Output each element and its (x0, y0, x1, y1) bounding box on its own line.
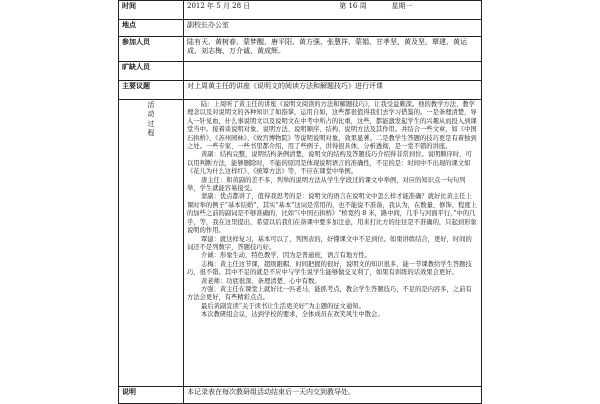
place-value: 副校长办公室 (184, 20, 482, 37)
time-label: 时间 (119, 1, 184, 20)
place-row (119, 20, 482, 37)
process-label (119, 100, 184, 387)
process-paragraph: 黄副：结构完整，说明结构条例清楚，说明文的结构及答题技巧介绍得非常到位。说明顺序时，可以用判断方法，能够删除时，不能的原因是体现说明语言的准确性，不足的是：时间中不出现的课文如《花儿为什么这样红》、《统筹方法》等，不应在课堂中举例。 (187, 151, 472, 176)
process-paragraph: 本次教研组会议，达到学校的要求，全体成员在欢笑风生中散会。 (201, 311, 384, 319)
note-value: 本记录表在每次教研组活动结束后一天内交到教导处。 (184, 387, 482, 404)
participants-value: 陆有天、黄树春、蒙梦醒、唐平阳、黄方强、张慧祥、蒙娟、甘孝坚、黄及坚、覃建、黄运成、刘志梅、万介诚、黄成辉。 (184, 37, 482, 62)
process-label-char: 活 (147, 101, 155, 109)
week-value: 第 16 周 (339, 2, 367, 10)
process-paragraph: 陆：上周听了黄主任的讲座《说明文阅读的方法和解题技巧》，让我受益颇深。他的教学方法、教学理念以及对说明文的各种知识了如指掌，运用自如，这些都很值得我们去学习借鉴的。一是条理清楚，导入一针见血，什么事说明文以及说明文在中考中所占的比重，这些，都能激发起学生的兴趣从而投入到课堂当中。接着谈说明对象、说明方法、说明顺序、结构、说明方法及其作用。并结合一些文章，如《中国石拱桥》、《苏州园林》、《故宫博物院》等说明说明对象，效果显著。二是教学生答题的技巧更是有着独到之处。一些专家、一些书里都介绍，用了些例子，讲得很具体，分析透彻，是一堂不错的讲座。 (187, 101, 477, 151)
time-cell (184, 1, 482, 20)
process-paragraph: 覃建：就这样复习，基本可以了，列图表的，好懂课文中不足到位。如果讲练结合，更好，时间的词还不是列数字，答题技巧好。 (187, 235, 472, 251)
note-label: 说明 (119, 387, 184, 404)
absent-label: 旷缺人员 (119, 62, 184, 81)
process-paragraph: 唐主任：和黄副的差不多，列举的说明方法从学生学段过的课文中举例，对应的知识点一句句列举，学生就能容易接受。 (187, 176, 466, 193)
participants-row (119, 37, 482, 62)
topic-label: 主要议题 (119, 81, 184, 100)
process-content (184, 100, 482, 387)
topic-value: 对上周黄主任的讲座《说明文的阅读方法和解题技巧》进行评课 (184, 81, 482, 100)
topic-row (119, 81, 482, 100)
process-paragraph: 黄老师：功底很深、条理清楚、心中有数。 (201, 277, 321, 285)
meeting-record-table (118, 0, 482, 404)
time-value: 2012 年 5 月 28 日 (187, 2, 251, 10)
process-label-char: 程 (147, 129, 155, 138)
meeting-record-sheet (118, 0, 482, 400)
note-row (119, 387, 482, 404)
process-paragraph: 志梅：黄主任这节课，超级跟帽、时间把握的很好，说明文的知识很多，能一节课教给学生答题技巧，很不错。其中不足的就是不应中与学生说学生能够做交叉利了，如果有训练的话效果会更好。 (187, 260, 472, 277)
weekday-value: 星期一 (391, 2, 413, 10)
process-label-char: 动 (147, 110, 155, 119)
time-row (119, 1, 482, 20)
place-label: 地点 (119, 20, 184, 37)
process-paragraph: 方强：黄主任在课堂上就好比一匹老马，能抓考点，教会学生答题技巧，不足的是内容多，之前有方法会更好，有些精彩点点。 (187, 285, 472, 302)
absent-row (119, 62, 482, 81)
process-row (119, 100, 482, 387)
process-paragraph: 最后黄副宣读“关于读书让生活更美好”为主题的征文通知。 (201, 302, 365, 310)
participants-label: 参加人员 (119, 37, 184, 62)
process-paragraph: 蒙副：优点都讲了，值得我思考的是：说明文的语言在说明文中怎么样才能准确？就好比黄主任上课时举的例子“基本结婚”，其实“基本”这词是常用的，也不能说不准备，我认为，在数量、修饰、程度上的加些之前的副词是不够准确的，比如“《中国石拱桥》“桥宽约 8 米，路中间，几乎与河面平行，”中的几乎，等，我在这里提出，希望以后我们在备课中要多加注意，用来打比方的往往是不准确的，只起到形象说明的作用。 (187, 193, 477, 235)
process-paragraph: 介诚：形象生动，特色教学，因为是普通班，语言有地方性。 (201, 252, 372, 260)
process-label-char: 过 (147, 119, 155, 128)
absent-value (184, 62, 482, 81)
